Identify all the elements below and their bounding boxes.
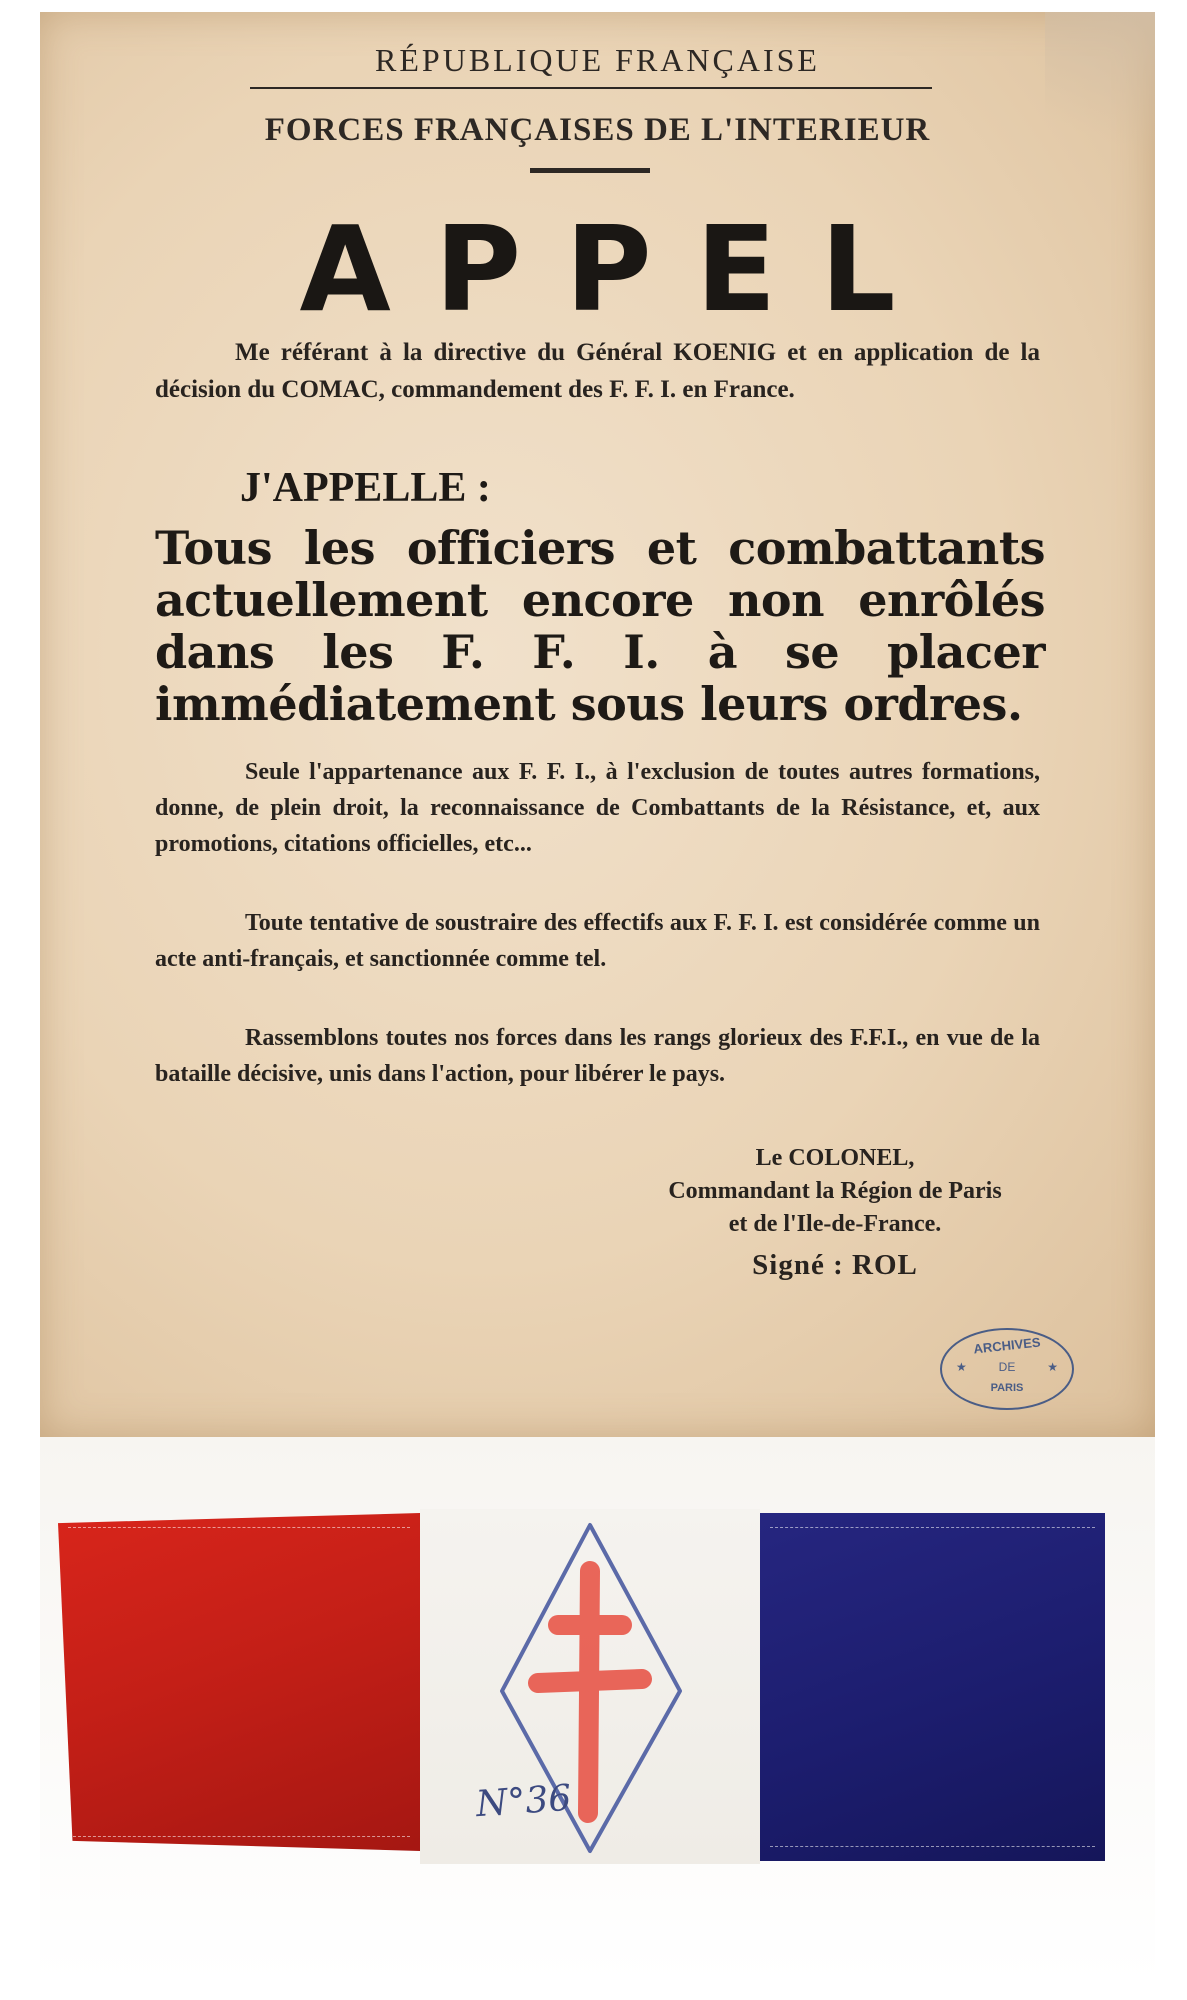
poster-header-republic: RÉPUBLIQUE FRANÇAISE <box>375 42 820 78</box>
appelle-heading: J'APPELLE : <box>240 465 491 511</box>
intro-paragraph: Me référant à la directive du Général KOENIG et en application de la décision du COMAC, commandement des F. F. I. en France. <box>155 339 1040 403</box>
stitching <box>770 1527 1095 1528</box>
call-to-arms: Tous les officiers et combattants actuellement encore non enrôlés dans les F. F. I. à se placer immédiatement sous leurs ordres. <box>155 521 1045 731</box>
armband-blue-panel <box>760 1513 1105 1861</box>
poster-header-ffi: FORCES FRANÇAISES DE L'INTERIEUR <box>264 112 931 148</box>
star-icon: ★ <box>956 1360 967 1374</box>
stitching <box>68 1527 410 1528</box>
poster-title: APPEL <box>299 200 940 338</box>
signature-block <box>605 1142 1065 1282</box>
armband-number: N°36 <box>474 1777 573 1826</box>
stamp-bottom-text: PARIS <box>990 1382 1024 1394</box>
star-icon: ★ <box>1047 1360 1058 1374</box>
armband-red-panel <box>58 1513 420 1851</box>
signature-signed: Signé : ROL <box>752 1249 918 1281</box>
body-paragraph-3: Rassemblons toutes nos forces dans les rangs glorieux des F.F.I., en vue de la bataille décisive, unis dans l'action, pour libérer le pays. <box>155 1025 1040 1087</box>
body-paragraph-1: Seule l'appartenance aux F. F. I., à l'exclusion de toutes autres formations, donne, de plein droit, la reconnaissance de Combattants de la Résistance, et, aux promotions, citations officielles, etc... <box>155 759 1040 857</box>
cross-of-lorraine-icon <box>420 1513 760 1863</box>
stamp-top-text: ARCHIVES <box>972 1334 1042 1357</box>
header-rule <box>250 87 932 89</box>
archives-stamp <box>940 1328 1074 1410</box>
signature-rank: Le COLONEL, <box>755 1145 915 1171</box>
stitching <box>68 1836 410 1837</box>
signature-region: et de l'Ile-de-France. <box>728 1211 942 1237</box>
paper-fold <box>1045 12 1155 182</box>
stamp-middle-text: DE <box>998 1360 1016 1374</box>
stitching <box>770 1846 1095 1847</box>
body-paragraph-2: Toute tentative de soustraire des effectifs aux F. F. I. est considérée comme un acte anti-français, et sanctionnée comme tel. <box>155 910 1040 972</box>
ffi-poster <box>40 12 1155 1437</box>
tricolor-armband <box>58 1513 1108 1869</box>
header-short-rule <box>530 168 650 173</box>
signature-command: Commandant la Région de Paris <box>668 1178 1002 1204</box>
